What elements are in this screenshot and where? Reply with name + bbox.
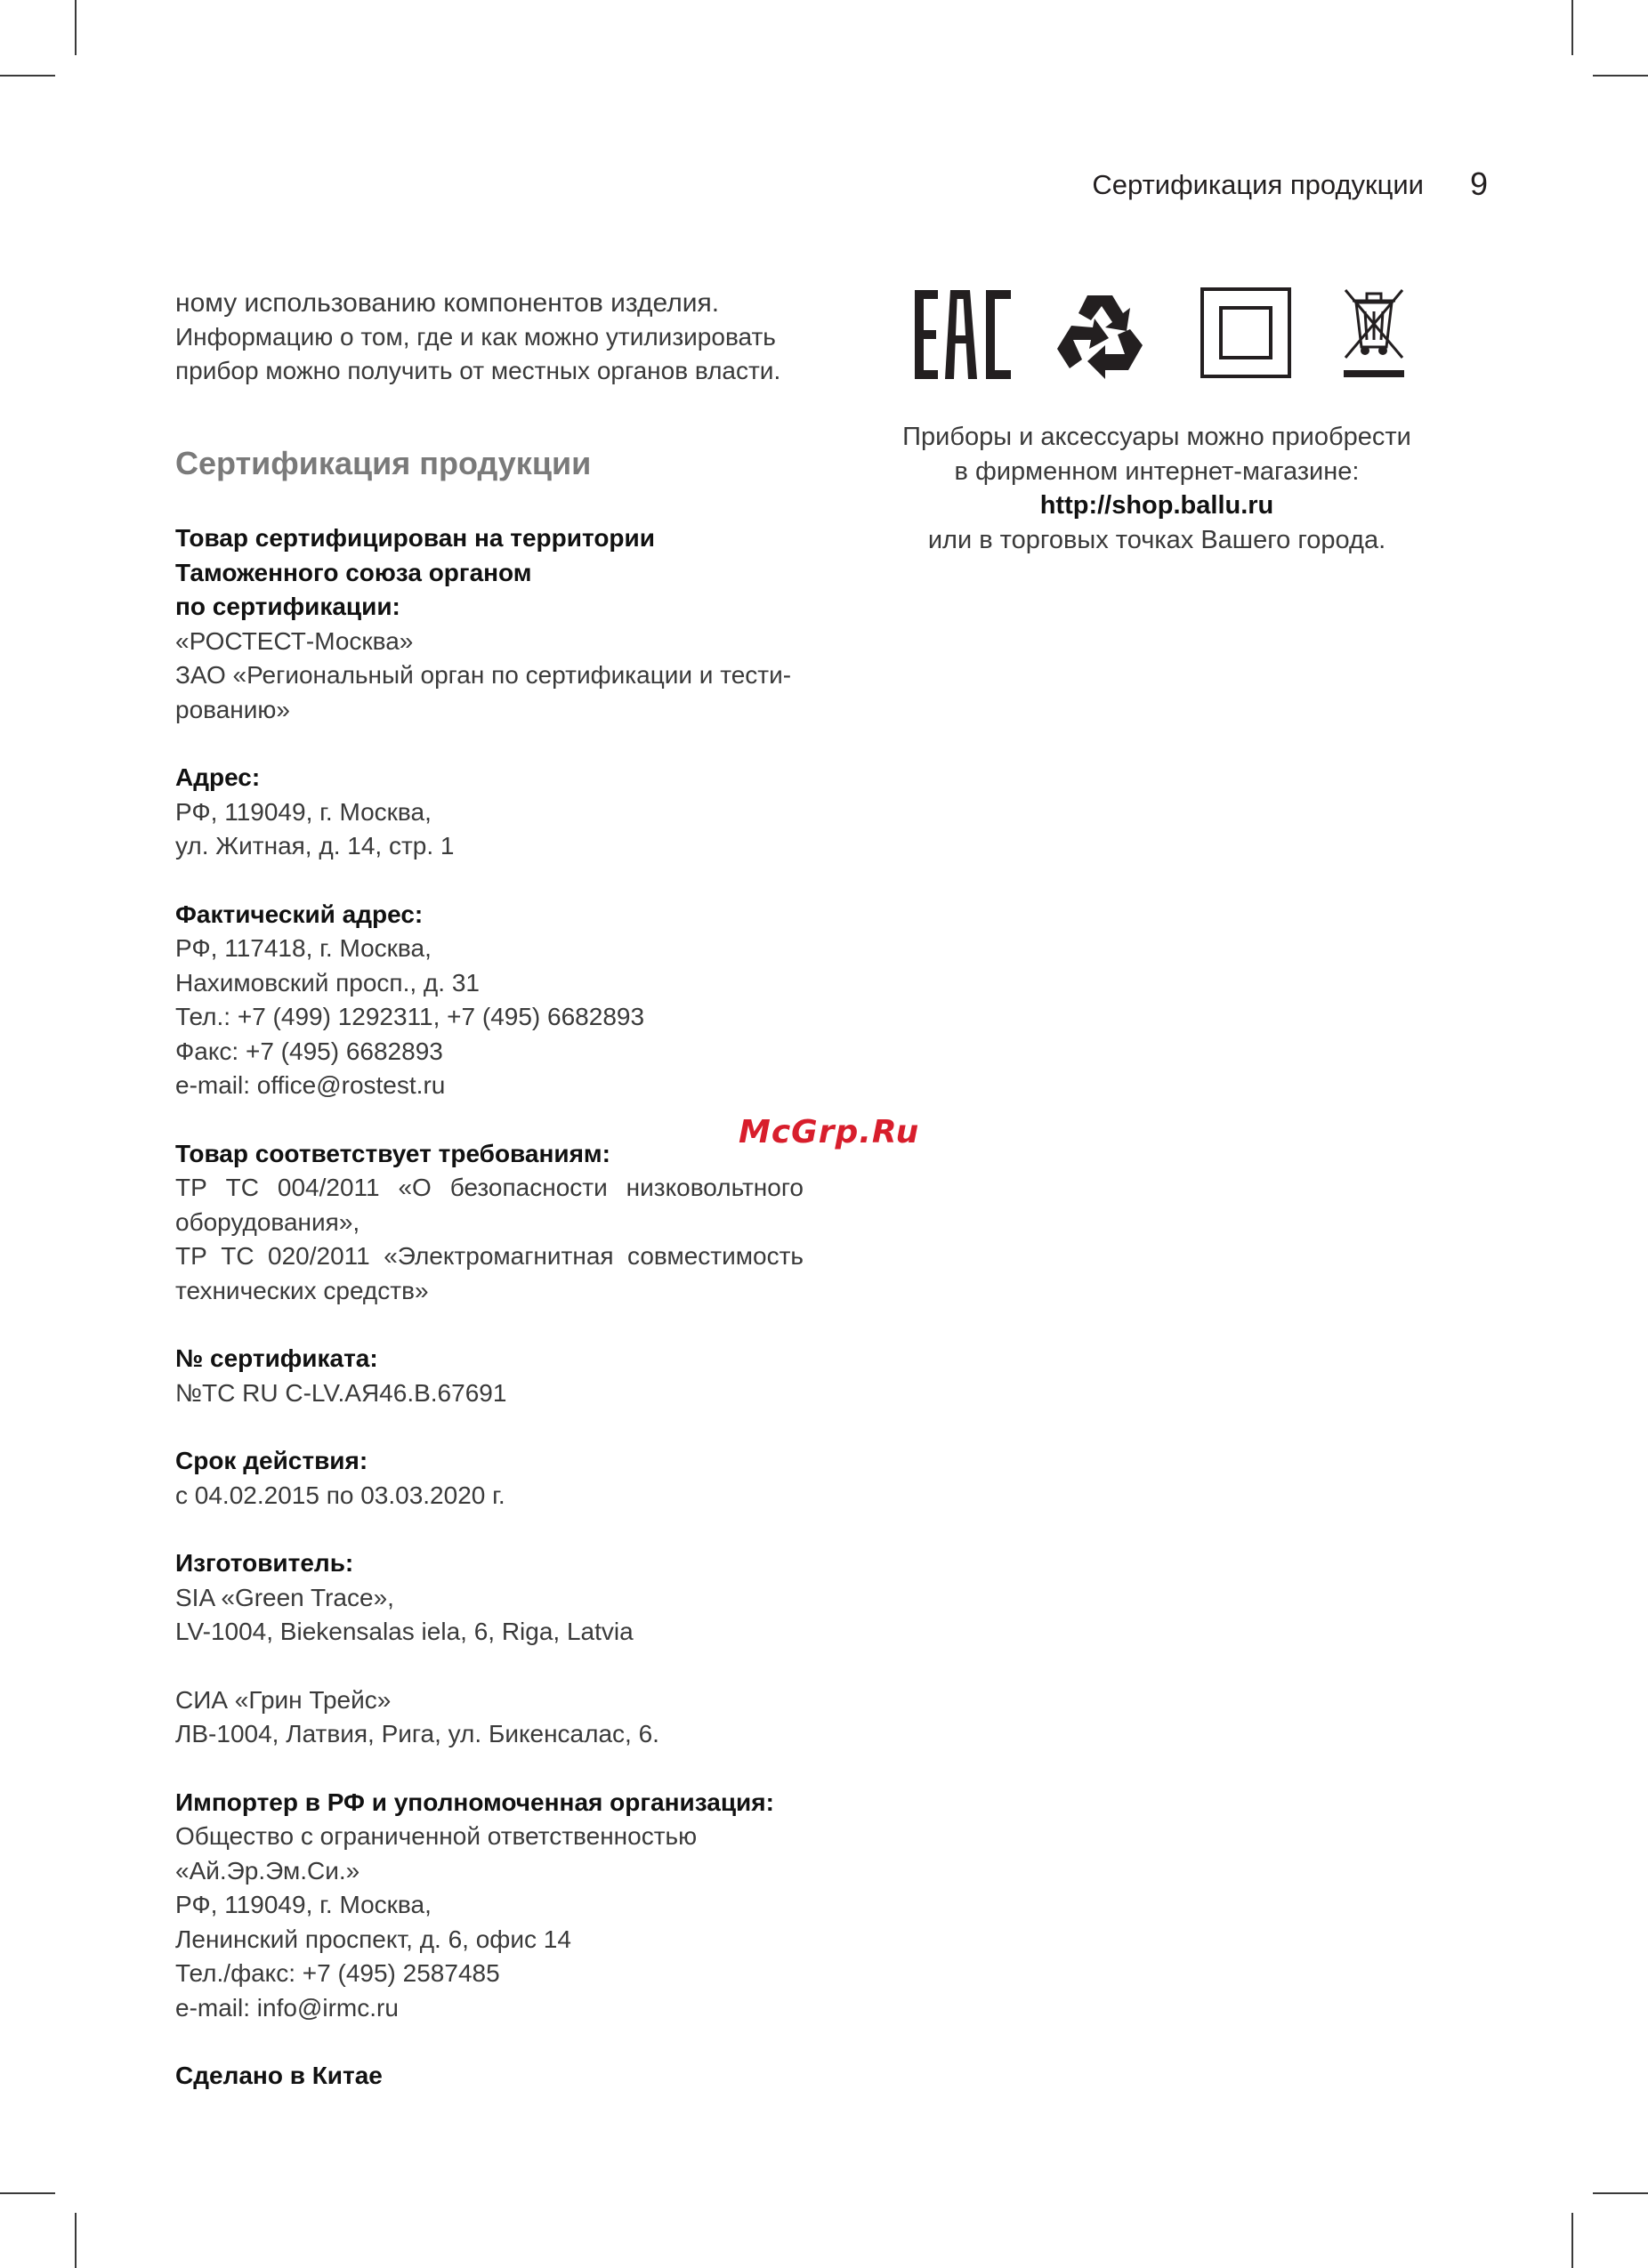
crop-mark xyxy=(75,0,77,55)
block-text: SIA «Green Trace», LV-1004, Biekensalas iela, 6, Riga, Latvia xyxy=(175,1583,634,1645)
requirement-line: технических средств» xyxy=(175,1276,429,1304)
block-heading: Фактический адрес: xyxy=(175,900,424,928)
block-heading: Товар соответствует требованиям: xyxy=(175,1139,610,1167)
left-column xyxy=(175,287,804,2127)
crop-mark xyxy=(1571,2213,1573,2268)
page-number: 9 xyxy=(1470,165,1489,202)
certification-icons xyxy=(908,287,1424,386)
intro-paragraph xyxy=(175,287,804,388)
block-text: СИА «Грин Трейс» ЛВ-1004, Латвия, Рига, ул. Бикенсалас, 6. xyxy=(175,1685,659,1747)
requirement-line: ТР ТС 004/2011 «О безопасности низковольтного xyxy=(175,1174,804,1201)
block-text xyxy=(175,1171,804,1308)
crop-mark xyxy=(0,75,55,77)
requirement-line: ТР ТС 020/2011 «Электромагнитная совместимость xyxy=(175,1242,804,1270)
crop-mark xyxy=(1571,0,1573,55)
certificate-block xyxy=(175,1342,804,1410)
requirements-block xyxy=(175,1137,804,1309)
certified-block xyxy=(175,521,804,727)
shop-line: или в торговых точках Вашего города. xyxy=(927,525,1386,554)
crop-mark xyxy=(75,2213,77,2268)
block-text: РФ, 117418, г. Москва, Нахимовский просп., д. 31 Тел.: +7 (499) 1292311, +7 (495) 6682893 Факс: +7 (495) 6682893 e-mail: office@rostest.ru xyxy=(175,934,645,1099)
block-heading: № сертификата: xyxy=(175,1344,378,1372)
importer-block xyxy=(175,1786,804,2026)
weee-crossed-bin-icon xyxy=(1342,287,1406,383)
block-heading: Срок действия: xyxy=(175,1447,368,1474)
intro-line: ному использованию компонентов изделия. xyxy=(175,288,720,318)
block-text: №ТС RU C-LV.АЯ46.В.67691 xyxy=(175,1378,507,1407)
block-text: РФ, 119049, г. Москва, ул. Житная, д. 14, стр. 1 xyxy=(175,797,455,860)
validity-block xyxy=(175,1444,804,1513)
manufacturer-block xyxy=(175,1546,804,1650)
block-heading: Товар сертифицирован на территории Таможенного союза органом по сертификации: xyxy=(175,524,655,620)
section-title: Сертификация продукции xyxy=(175,445,592,481)
watermark: McGrp.Ru xyxy=(739,1114,920,1150)
requirement-line: оборудования», xyxy=(175,1207,360,1236)
shop-info xyxy=(881,420,1433,557)
block-text: с 04.02.2015 по 03.03.2020 г. xyxy=(175,1481,505,1509)
block-heading: Импортер в РФ и уполномоченная организация: xyxy=(175,1788,774,1816)
shop-line: Приборы и аксессуары можно приобрести xyxy=(902,423,1411,451)
shop-line: в фирменном интернет-магазине: xyxy=(954,456,1360,486)
eac-mark-icon xyxy=(915,287,1013,387)
intro-line: прибор можно получить от местных органов власти. xyxy=(175,357,781,384)
block-heading: Адрес: xyxy=(175,763,261,791)
recycle-icon xyxy=(1052,287,1148,387)
origin-block xyxy=(175,2059,804,2094)
block-text: Общество с ограниченной ответственностью «Ай.Эр.Эм.Си.» РФ, 119049, г. Москва, Ленинский проспект, д. 6, офис 14 Тел./факс: +7 (495) 2587485 e-mail: info@irmc.ru xyxy=(175,1822,698,2022)
actual-address-block xyxy=(175,898,804,1103)
block-heading: Сделано в Китае xyxy=(175,2062,383,2089)
crop-mark xyxy=(0,2192,55,2194)
manufacturer-ru-block xyxy=(175,1683,804,1752)
shop-url-link[interactable]: http://shop.ballu.ru xyxy=(1039,491,1274,520)
crop-mark xyxy=(1593,2192,1648,2194)
address-block xyxy=(175,761,804,864)
crop-mark xyxy=(1593,75,1648,77)
block-heading: Изготовитель: xyxy=(175,1549,354,1577)
intro-line: Информацию о том, где и как можно утилизировать xyxy=(175,323,776,351)
running-header: Сертификация продукции xyxy=(1092,169,1424,200)
double-insulation-icon xyxy=(1200,287,1292,383)
block-text: «РОСТЕСТ-Москва» ЗАО «Региональный орган по сертификации и тести- рованию» xyxy=(175,626,792,723)
